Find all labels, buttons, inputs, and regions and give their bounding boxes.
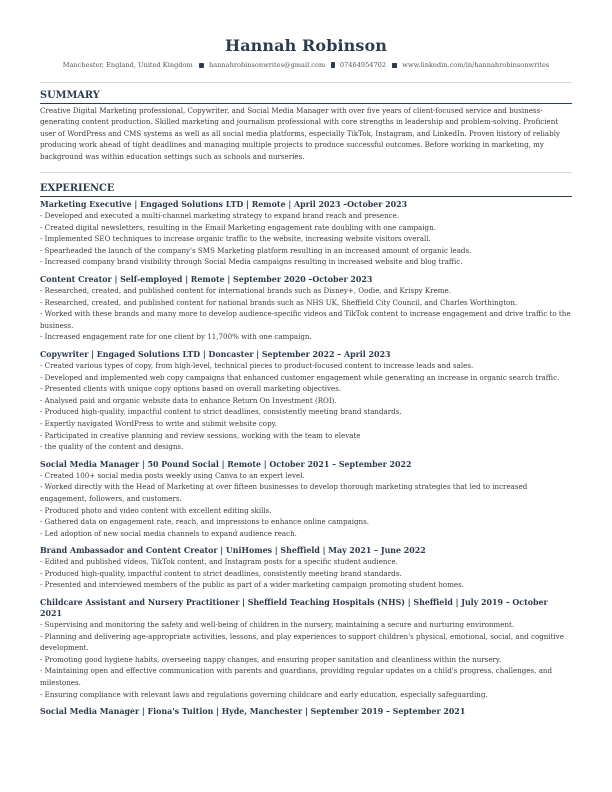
- summary-heading: SUMMARY: [40, 90, 572, 104]
- job-title: Social Media Manager | Fiona's Tuition | Hyde, Manchester | September 2019 – September 2021: [40, 707, 466, 717]
- job-entry: [40, 545, 572, 591]
- job-title: Social Media Manager | 50 Pound Social | Remote | October 2021 – September 2022: [40, 459, 412, 469]
- job-bullet: - Researched, created, and published content for international brands such as Disney+, Oodie, and Krispy Kreme.: [40, 286, 451, 295]
- job-bullet: - Developed and implemented web copy campaigns that enhanced customer engagement while generating an increase in organic search traffic.: [40, 372, 560, 382]
- summary-section: [40, 90, 572, 162]
- job-list: [40, 199, 572, 717]
- job-title: Content Creator | Self-employed | Remote | September 2020 –October 2023: [40, 275, 373, 284]
- job-title: Marketing Executive | Engaged Solutions LTD | Remote | April 2023 –October 2023: [40, 200, 408, 210]
- job-entry: [40, 459, 572, 540]
- job-bullet: - Produced high-quality, impactful content to strict deadlines, consistently meeting brand standards.: [40, 407, 402, 417]
- phone-icon: [331, 62, 335, 68]
- job-bullet: - Produced high-quality, impactful content to strict deadlines, consistently meeting brand standards.: [40, 568, 402, 578]
- job-bullet: - Expertly navigated WordPress to write and submit website copy.: [40, 418, 277, 428]
- job-bullet: - the quality of the content and designs.: [40, 442, 184, 452]
- job-bullet: - Worked directly with the Head of Marketing at over fifteen businesses to develop thorough marketing strategies that led to increased engagement, followers, and customers.: [40, 482, 528, 503]
- location: Manchester, England, United Kingdom: [62, 61, 193, 69]
- job-bullet: - Created 100+ social media posts weekly using Canva to an expert level.: [40, 470, 305, 480]
- linkedin-link[interactable]: www.linkedin.com/in/hannahrobinsonwrites: [402, 61, 550, 69]
- job-bullet: - Spearheaded the launch of the company's SMS Marketing platform resulting in an increased amount of organic leads.: [40, 245, 472, 255]
- job-bullet: - Worked with these brands and many more to develop audience-specific videos and TikTok content to increase engagement and drive traffic to the business.: [40, 309, 571, 330]
- job-bullet: - Increased company brand visibility through Social Media campaigns resulting in increased website and blog traffic.: [40, 257, 463, 267]
- job-bullet: - Implemented SEO techniques to increase organic traffic to the website, increasing website visitors overall.: [40, 234, 431, 244]
- job-bullet: - Increased engagement rate for one client by 11,700% with one campaign.: [40, 332, 312, 342]
- job-bullet: - Ensuring compliance with relevant laws and regulations governing childcare and early education, especially safeguarding.: [40, 689, 488, 699]
- job-bullet: - Participated in creative planning and review sessions, working with the team to elevate: [40, 430, 361, 440]
- job-entry: [40, 706, 572, 717]
- job-entry: [40, 597, 572, 700]
- job-bullet: - Created various types of copy, from high-level, technical pieces to product-focused content to increase leads and sales.: [40, 360, 474, 370]
- mail-icon: [199, 63, 204, 68]
- job-bullet: - Led adoption of new social media channels to expand audience reach.: [40, 528, 297, 538]
- experience-heading: EXPERIENCE: [40, 183, 572, 197]
- job-bullet: - Promoting good hygiene habits, overseeing nappy changes, and ensuring proper sanitation and cleanliness within the nursery.: [40, 654, 502, 664]
- job-bullet: - Developed and executed a multi-channel marketing strategy to expand brand reach and presence.: [40, 211, 400, 221]
- job-bullet: - Produced photo and video content with excellent editing skills.: [40, 505, 272, 515]
- job-bullet: - Presented and interviewed members of the public as part of a wider marketing campaign promoting student homes.: [40, 580, 465, 590]
- candidate-name: Hannah Robinson: [225, 36, 387, 55]
- job-bullet: - Presented clients with unique copy options based on overall marketing objectives.: [40, 384, 342, 394]
- job-bullet: - Maintaining open and effective communication with parents and guardians, providing regular updates on a child's progress, challenges, and milestones.: [40, 666, 553, 688]
- job-entry: [40, 349, 572, 453]
- summary-text: Creative Digital Marketing professional, Copywriter, and Social Media Manager with over five years of client-focused service and business-generating content production. Skilled marketing and journalism professional with core strengths in leadership and problem-solving. Proficient user of WordPress and CMS systems as well as all social media platforms, especially TikTok, Instagram, and LinkedIn. Proven history of reliably producing work ahead of tight deadlines and managing multiple projects to produce successful outcomes. Before working in marketing, my background was within education settings such as schools and nurseries.: [40, 106, 560, 161]
- job-bullet: - Planning and delivering age-appropriate activities, lessons, and play experiences to support children's physical, emotional, social, and cognitive development.: [40, 631, 564, 653]
- job-bullet: - Supervising and monitoring the safety and well-being of children in the nursery, maintaining a secure and nurturing environment.: [40, 620, 515, 630]
- job-title: Childcare Assistant and Nursery Practitioner | Sheffield Teaching Hospitals (NHS) | Sheffield | July 2019 – October 2021: [40, 598, 548, 619]
- job-entry: [40, 274, 572, 343]
- header-divider: [40, 82, 572, 83]
- job-bullet: - Edited and published videos, TikTok content, and Instagram posts for a specific student audience.: [40, 557, 398, 567]
- email-link[interactable]: hannahrobinsonwrites@gmail.com: [208, 61, 326, 69]
- phone-number[interactable]: 07464954702: [339, 61, 387, 69]
- job-entry: [40, 199, 572, 268]
- link-icon: [392, 63, 397, 68]
- job-title: Copywriter | Engaged Solutions LTD | Doncaster | September 2022 – April 2023: [40, 349, 391, 359]
- job-bullet: - Researched, created, and published content for national brands such as NHS UK, Sheffield City Council, and Charles Worthington.: [40, 297, 518, 307]
- job-bullet: - Created digital newsletters, resulting in the Email Marketing engagement rate doubling with one campaign.: [40, 222, 436, 232]
- job-bullet: - Analysed paid and organic website data to enhance Return On Investment (ROI).: [40, 395, 337, 405]
- experience-section: [40, 172, 572, 717]
- job-title: Brand Ambassador and Content Creator | UniHomes | Sheffield | May 2021 – June 2022: [40, 546, 426, 556]
- job-bullet: - Gathered data on engagement rate, reach, and impressions to enhance online campaigns.: [40, 517, 369, 527]
- contact-line: [40, 61, 572, 70]
